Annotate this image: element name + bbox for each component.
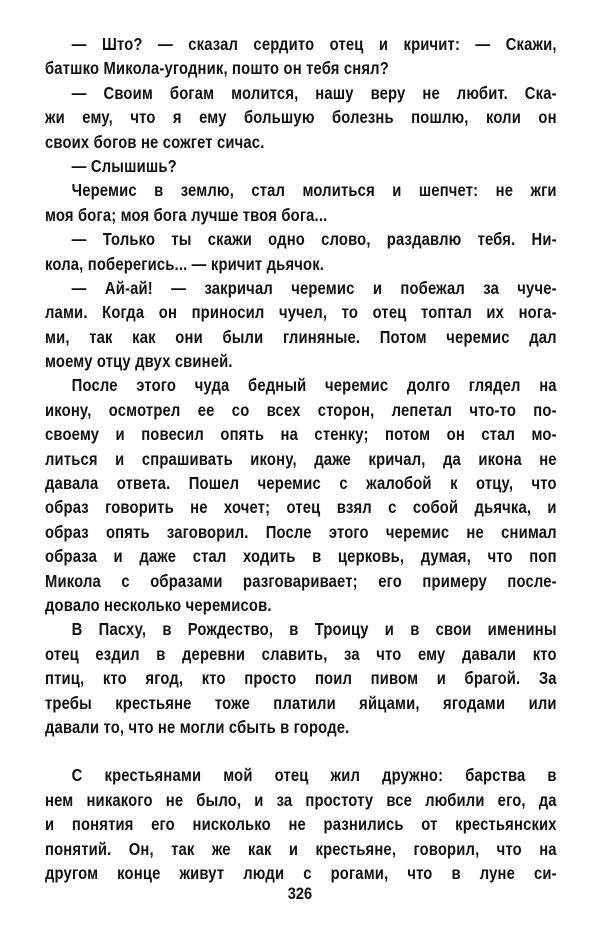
text-line: довало несколько черемисов. <box>45 594 272 615</box>
text-line: требы крестьяне тоже платили яйцами, ягодами или <box>45 692 557 713</box>
paragraph <box>45 276 557 374</box>
text-line: — Своим богам молится, нашу веру не любит. Ска- <box>71 82 557 103</box>
text-line: своему и повесил опять на стенку; потом он стал мо- <box>45 424 557 445</box>
text-line: икону, осмотрел ее со всех сторон, лепетал что-то по- <box>45 399 557 420</box>
text-line: образа и даже стал ходить в церковь, думая, что поп <box>45 546 557 567</box>
text-line: В Пасху, в Рождество, в Троицу и в свои именины <box>71 619 557 640</box>
section-gap <box>45 739 557 763</box>
paragraph <box>45 617 557 739</box>
body-text <box>45 32 557 885</box>
text-line: Микола с образами разговаривает; его примеру после- <box>45 570 557 591</box>
paragraph <box>45 178 557 227</box>
text-line: С крестьянами мой отец жил дружно: барства в <box>71 765 557 786</box>
page-number: 326 <box>287 884 313 903</box>
text-line: — Только ты скажи одно слово, раздавлю тебя. Ни- <box>71 229 557 250</box>
text-line: моя бога; моя бога лучше твоя бога... <box>45 204 328 225</box>
text-line: давали то, что не могли сбыть в городе. <box>45 716 350 737</box>
paragraph <box>45 32 557 81</box>
text-line: образ опять заговорил. После этого черемис не снимал <box>45 521 557 542</box>
text-line: и понятия его нисколько не разнились от крестьянских <box>45 814 557 835</box>
paragraph <box>45 373 557 617</box>
text-line: отец ездил в деревни славить, за что ему давали кто <box>45 643 557 664</box>
text-line: лами. Когда он приносил чучел, то отец топтал их нога- <box>45 302 557 323</box>
text-line: После этого чуда бедный черемис долго глядел на <box>71 375 557 396</box>
text-line: — Ай-ай! — закричал черемис и побежал за чуче- <box>71 277 557 298</box>
paragraph <box>45 763 557 885</box>
text-line: другом конце живут люди с рогами, что в луне си- <box>45 862 557 883</box>
text-line: — Слышишь? <box>71 155 177 176</box>
text-line: Черемис в землю, стал молиться и шепчет: не жги <box>71 180 557 201</box>
paragraph <box>45 227 557 276</box>
text-line: понятий. Он, так же как и крестьяне, говорил, что на <box>45 838 557 859</box>
text-line: литься и спрашивать икону, даже кричал, да икона не <box>45 448 557 469</box>
text-line: образ говорить не хочет; отец взял с собой дьячка, и <box>45 497 557 518</box>
text-line: нем никакого не было, и за простоту все любили его, да <box>45 789 557 810</box>
paragraph <box>45 154 557 178</box>
text-line: жи ему, что я ему большую болезнь пошлю, коли он <box>45 107 557 128</box>
text-line: — Што? — сказал сердито отец и кричит: — Скажи, <box>71 34 557 54</box>
text-line: своих богов не сожгет сичас. <box>45 131 265 152</box>
paragraph <box>45 81 557 154</box>
text-line: птиц, кто ягод, кто просто поил пивом и брагой. За <box>45 668 557 689</box>
text-line: ми, так как они были глиняные. Потом черемис дал <box>45 326 557 347</box>
text-line: моему отцу двух свиней. <box>45 351 233 372</box>
text-line: кола, поберегись... — кричит дьячок. <box>45 253 325 274</box>
text-line: давала ответа. Пошел черемис с жалобой к отцу, что <box>45 473 557 494</box>
text-line: батшко Микола-угодник, пошто он тебя снял? <box>45 58 389 79</box>
